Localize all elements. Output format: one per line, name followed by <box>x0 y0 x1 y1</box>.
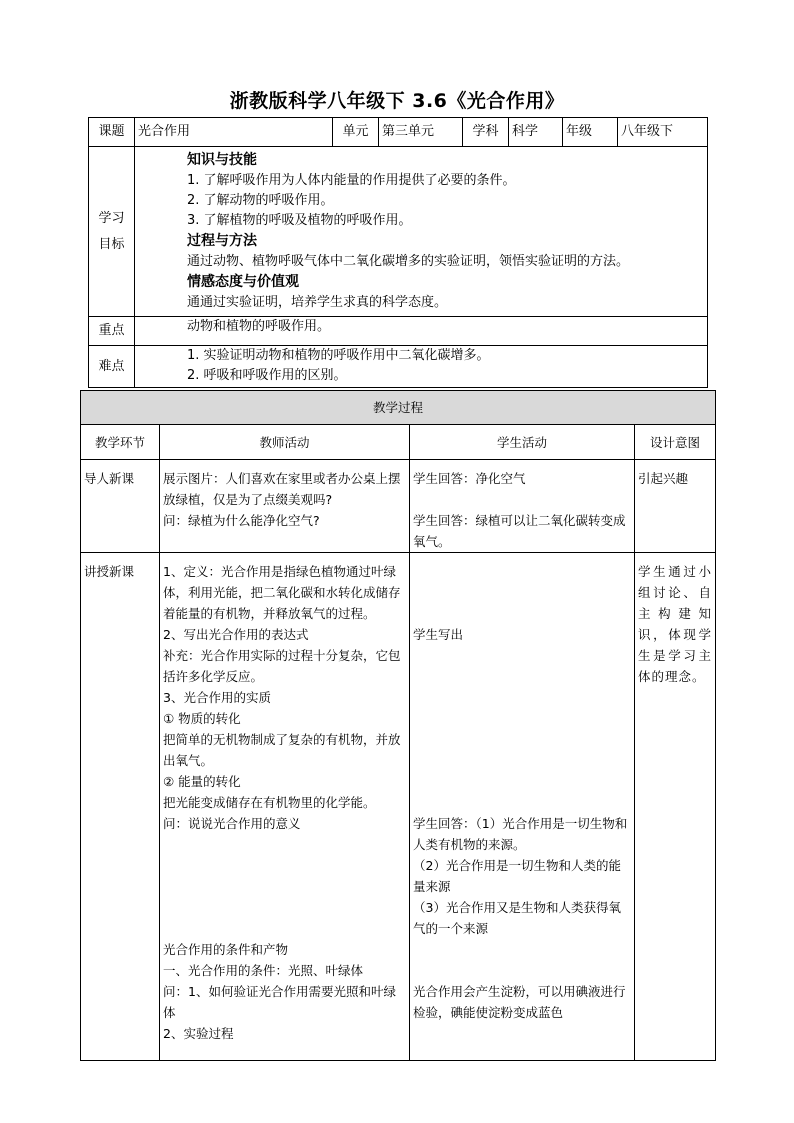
unit-label: 单元 <box>333 118 379 147</box>
difficulty-row <box>89 346 708 388</box>
process-heading: 过程与方法 <box>187 233 257 249</box>
teacher-line: 2、写出光合作用的表达式 <box>163 627 309 642</box>
process-banner: 教学过程 <box>81 391 716 425</box>
difficulty-label: 难点 <box>89 346 135 388</box>
teacher-line: ② 能量的转化 <box>163 774 241 789</box>
subject-label: 学科 <box>463 118 509 147</box>
knowledge-item-1: 1. 了解呼吸作用为人体内能量的作用提供了必要的条件。 <box>187 173 516 188</box>
knowledge-heading: 知识与技能 <box>187 152 257 168</box>
teacher-line: 光合作用的条件和产物 <box>163 942 289 957</box>
teacher-activity-new <box>160 553 410 1061</box>
process-item: 通过动物、植物呼吸气体中二氧化碳增多的实验证明，领悟实验证明的方法。 <box>187 254 630 269</box>
knowledge-item-2: 2. 了解动物的呼吸作用。 <box>187 193 334 208</box>
teacher-line: 问：说说光合作用的意义 <box>163 816 301 831</box>
info-row <box>89 118 708 147</box>
student-intro-line-2: 学生回答：绿植可以让二氧化碳转变成氧气。 <box>413 513 626 549</box>
knowledge-item-3: 3. 了解植物的呼吸及植物的呼吸作用。 <box>187 213 412 228</box>
goals-content <box>135 147 708 317</box>
student-line: （3）光合作用又是生物和人类获得氧气的一个来源 <box>413 900 621 936</box>
subject-value: 科学 <box>509 118 563 147</box>
stage-intro: 导人新课 <box>81 460 160 553</box>
difficulty-content <box>135 346 708 388</box>
topic-value: 光合作用 <box>135 118 333 147</box>
table-row <box>81 460 716 553</box>
goals-label-line2: 目标 <box>98 236 125 252</box>
intent-intro: 引起兴趣 <box>635 460 716 553</box>
grade-value: 八年级下 <box>618 118 708 147</box>
teacher-line: 把光能变成储存在有机物里的化学能。 <box>163 795 376 810</box>
key-text: 动物和植物的呼吸作用。 <box>135 317 708 346</box>
header-row <box>81 425 716 460</box>
goals-label <box>89 147 135 317</box>
student-line: 学生回答：（1）光合作用是一切生物和人类有机物的来源。 <box>413 816 628 852</box>
teaching-process-table <box>80 390 716 1061</box>
goals-label-line1: 学习 <box>98 210 125 226</box>
teacher-line: ① 物质的转化 <box>163 711 241 726</box>
unit-value: 第三单元 <box>379 118 463 147</box>
student-activity-new <box>410 553 635 1061</box>
teacher-activity-intro <box>160 460 410 553</box>
stage-new-lesson: 讲授新课 <box>81 553 160 1061</box>
teacher-line: 3、光合作用的实质 <box>163 690 271 705</box>
attitude-heading: 情感态度与价值观 <box>187 274 299 290</box>
document-title: 浙教版科学八年级下 3.6《光合作用》 <box>229 90 565 112</box>
difficulty-item-1: 1. 实验证明动物和植物的呼吸作用中二氧化碳增多。 <box>187 348 490 363</box>
teacher-line: 补充：光合作用实际的过程十分复杂，它包括许多化学反应。 <box>163 648 401 684</box>
teacher-intro-line-1: 展示图片：人们喜欢在家里或者办公桌上摆放绿植，仅是为了点缀美观吗? <box>163 471 401 507</box>
teacher-intro-line-2: 问：绿植为什么能净化空气? <box>163 513 320 528</box>
teacher-line: 1、定义：光合作用是指绿色植物通过叶绿体，利用光能，把二氧化碳和水转化成储存着能量的有机物，并释放氧气的过程。 <box>163 564 401 621</box>
grade-label: 年级 <box>563 118 618 147</box>
header-intent: 设计意图 <box>635 425 716 460</box>
teacher-line: 2、实验过程 <box>163 1026 234 1041</box>
header-teacher: 教师活动 <box>160 425 410 460</box>
banner-row <box>81 391 716 425</box>
student-line: 光合作用会产生淀粉，可以用碘液进行检验，碘能使淀粉变成蓝色 <box>413 984 626 1020</box>
key-label: 重点 <box>89 317 135 346</box>
teacher-line: 问：1、如何验证光合作用需要光照和叶绿体 <box>163 984 396 1020</box>
teacher-line: 一、光合作用的条件：光照、叶绿体 <box>163 963 364 978</box>
student-line: （2）光合作用是一切生物和人类的能量来源 <box>413 858 621 894</box>
difficulty-item-2: 2. 呼吸和呼吸作用的区别。 <box>187 368 347 383</box>
table-row <box>81 553 716 1061</box>
student-activity-intro <box>410 460 635 553</box>
header-stage: 教学环节 <box>81 425 160 460</box>
student-intro-line-1: 学生回答：净化空气 <box>413 471 526 486</box>
header-student: 学生活动 <box>410 425 635 460</box>
teacher-line: 把简单的无机物制成了复杂的有机物，并放出氧气。 <box>163 732 401 768</box>
attitude-item: 通通过实验证明，培养学生求真的科学态度。 <box>187 295 448 310</box>
topic-label: 课题 <box>89 118 135 147</box>
intent-new-lesson: 学生通过小组讨论、自主构建知识，体现学生是学习主体的理念。 <box>635 553 716 1061</box>
goals-row <box>89 147 708 317</box>
key-row <box>89 317 708 346</box>
lesson-info-table <box>88 117 708 388</box>
student-line: 学生写出 <box>413 627 464 642</box>
